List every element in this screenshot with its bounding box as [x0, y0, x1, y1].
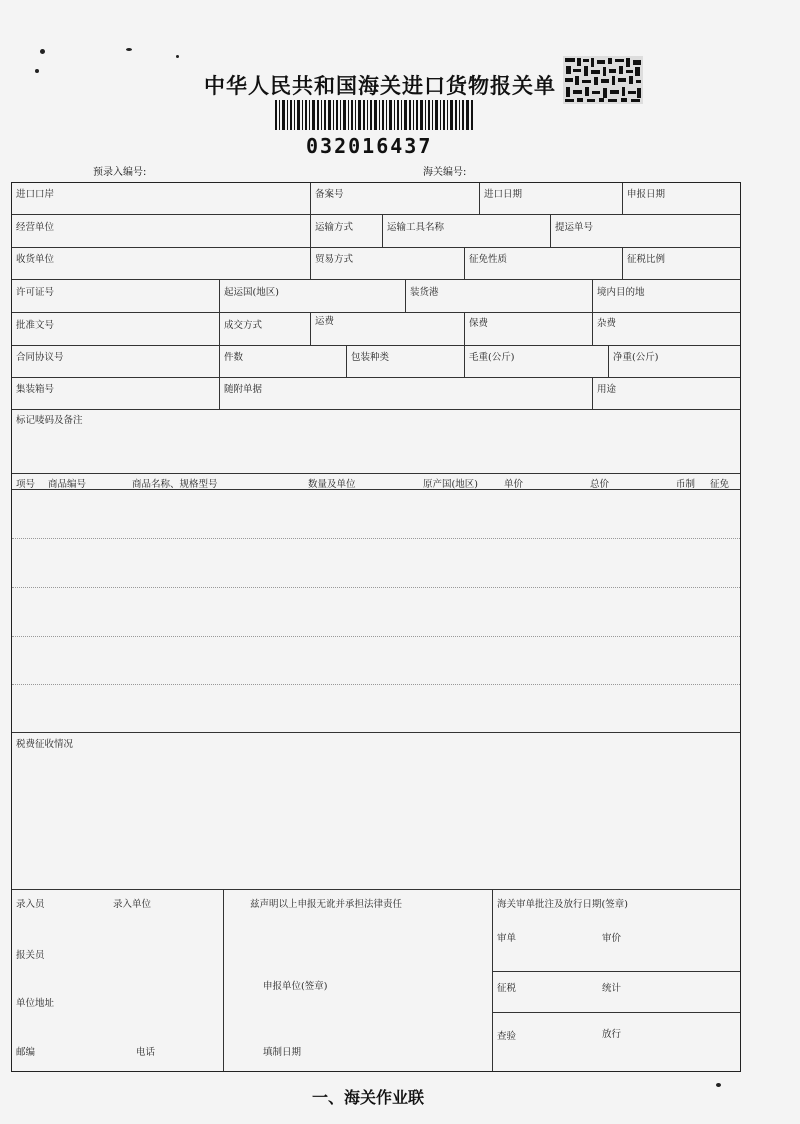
col-divider [310, 312, 311, 345]
row-divider [12, 247, 740, 248]
row-divider [12, 732, 740, 733]
label-declaration-statement: 兹声明以上申报无讹并承担法律责任 [250, 899, 403, 910]
col-divider [592, 377, 593, 409]
label-net-weight: 净重(公斤) [613, 352, 659, 363]
pre-entry-number-label: 预录入编号: [93, 167, 147, 178]
label-usage: 用途 [597, 384, 617, 395]
row-divider [12, 473, 740, 474]
row-divider [12, 409, 740, 410]
label-transport-mode: 运输方式 [315, 222, 354, 233]
col-divider [219, 377, 220, 409]
label-tax-ratio: 征税比例 [627, 254, 666, 265]
declaration-form-grid [11, 182, 741, 1072]
label-levy: 征税 [497, 983, 517, 994]
col-divider [310, 183, 311, 214]
item-line [12, 538, 740, 539]
header-commodity-code: 商品编号 [48, 479, 87, 490]
label-insurance: 保费 [469, 318, 489, 329]
label-entry-unit: 录入单位 [113, 899, 152, 910]
label-declarant-unit: 申报单位(签章) [263, 981, 328, 992]
header-quantity: 数量及单位 [308, 479, 356, 490]
label-freight: 运费 [315, 316, 335, 327]
row-divider [12, 489, 740, 490]
barcode-number: 032016437 [306, 134, 433, 158]
form-title: 中华人民共和国海关进口货物报关单 [204, 74, 556, 98]
ink-speck [35, 69, 39, 73]
row-divider [12, 345, 740, 346]
row-divider [12, 214, 740, 215]
col-divider [464, 345, 465, 377]
ink-speck [40, 49, 45, 54]
header-total-price: 总价 [590, 479, 610, 490]
item-line [12, 684, 740, 685]
row-divider [12, 312, 740, 313]
col-divider [219, 312, 220, 345]
label-misc-fees: 杂费 [597, 318, 617, 329]
label-phone: 电话 [136, 1047, 156, 1058]
ink-speck [716, 1083, 721, 1087]
row-divider [12, 889, 740, 890]
label-origin-country: 起运国(地区) [224, 287, 279, 298]
label-transaction-mode: 成交方式 [224, 320, 263, 331]
label-fill-date: 填制日期 [263, 1047, 302, 1058]
col-divider [464, 247, 465, 279]
col-divider [310, 214, 311, 247]
label-container-no: 集装箱号 [16, 384, 55, 395]
label-record-no: 备案号 [315, 189, 344, 200]
label-packages: 件数 [224, 352, 244, 363]
label-destination: 境内目的地 [597, 287, 645, 298]
col-divider [608, 345, 609, 377]
col-divider [550, 214, 551, 247]
label-declare-date: 申报日期 [627, 189, 666, 200]
label-operating-unit: 经营单位 [16, 222, 55, 233]
header-currency: 币制 [676, 479, 696, 490]
label-import-port: 进口口岸 [16, 189, 55, 200]
label-release: 放行 [602, 1029, 622, 1040]
label-postcode: 邮编 [16, 1047, 36, 1058]
header-origin: 原产国(地区) [423, 479, 478, 490]
col-divider [622, 183, 623, 214]
row-divider [492, 971, 740, 972]
row-divider [12, 279, 740, 280]
label-statistics: 统计 [602, 983, 622, 994]
col-divider [310, 247, 311, 279]
label-consignee: 收货单位 [16, 254, 55, 265]
qr-code-image [563, 56, 643, 104]
label-package-type: 包装种类 [351, 352, 390, 363]
label-customs-approval: 海关审单批注及放行日期(签章) [497, 899, 628, 910]
label-entry-clerk: 录入员 [16, 899, 45, 910]
col-divider [219, 279, 220, 312]
label-review: 审单 [497, 933, 517, 944]
item-line [12, 587, 740, 588]
col-divider [405, 279, 406, 312]
row-divider [12, 377, 740, 378]
header-exemption: 征免 [710, 479, 730, 490]
header-item-no: 项号 [16, 479, 36, 490]
ink-speck [176, 55, 179, 58]
label-inspection: 查验 [497, 1031, 517, 1042]
footer-copy-label: 一、海关作业联 [312, 1088, 425, 1107]
label-loading-port: 装货港 [410, 287, 439, 298]
col-divider [219, 345, 220, 377]
col-divider [622, 247, 623, 279]
barcode-image [275, 100, 475, 130]
label-approval-no: 批准文号 [16, 320, 55, 331]
item-line [12, 636, 740, 637]
label-trade-mode: 贸易方式 [315, 254, 354, 265]
label-bill-of-lading: 提运单号 [555, 222, 594, 233]
label-broker: 报关员 [16, 950, 45, 961]
ink-speck [126, 48, 132, 51]
col-divider [382, 214, 383, 247]
customs-number-label: 海关编号: [423, 167, 467, 178]
label-marks-remarks: 标记唛码及备注 [16, 415, 83, 426]
label-vehicle-name: 运输工具名称 [387, 222, 445, 233]
label-attached-docs: 随附单据 [224, 384, 263, 395]
header-unit-price: 单价 [504, 479, 524, 490]
label-levy-nature: 征免性质 [469, 254, 508, 265]
label-license-no: 许可证号 [16, 287, 55, 298]
row-divider [492, 1012, 740, 1013]
col-divider [479, 183, 480, 214]
label-gross-weight: 毛重(公斤) [469, 352, 515, 363]
header-goods-name: 商品名称、规格型号 [132, 479, 218, 490]
label-pricing: 审价 [602, 933, 622, 944]
label-address: 单位地址 [16, 998, 55, 1009]
col-divider [346, 345, 347, 377]
label-tax-collection: 税费征收情况 [16, 739, 74, 750]
label-import-date: 进口日期 [484, 189, 523, 200]
col-divider [223, 889, 224, 1071]
label-contract-no: 合同协议号 [16, 352, 64, 363]
col-divider [592, 279, 593, 312]
col-divider [492, 889, 493, 1071]
col-divider [592, 312, 593, 345]
col-divider [464, 312, 465, 345]
